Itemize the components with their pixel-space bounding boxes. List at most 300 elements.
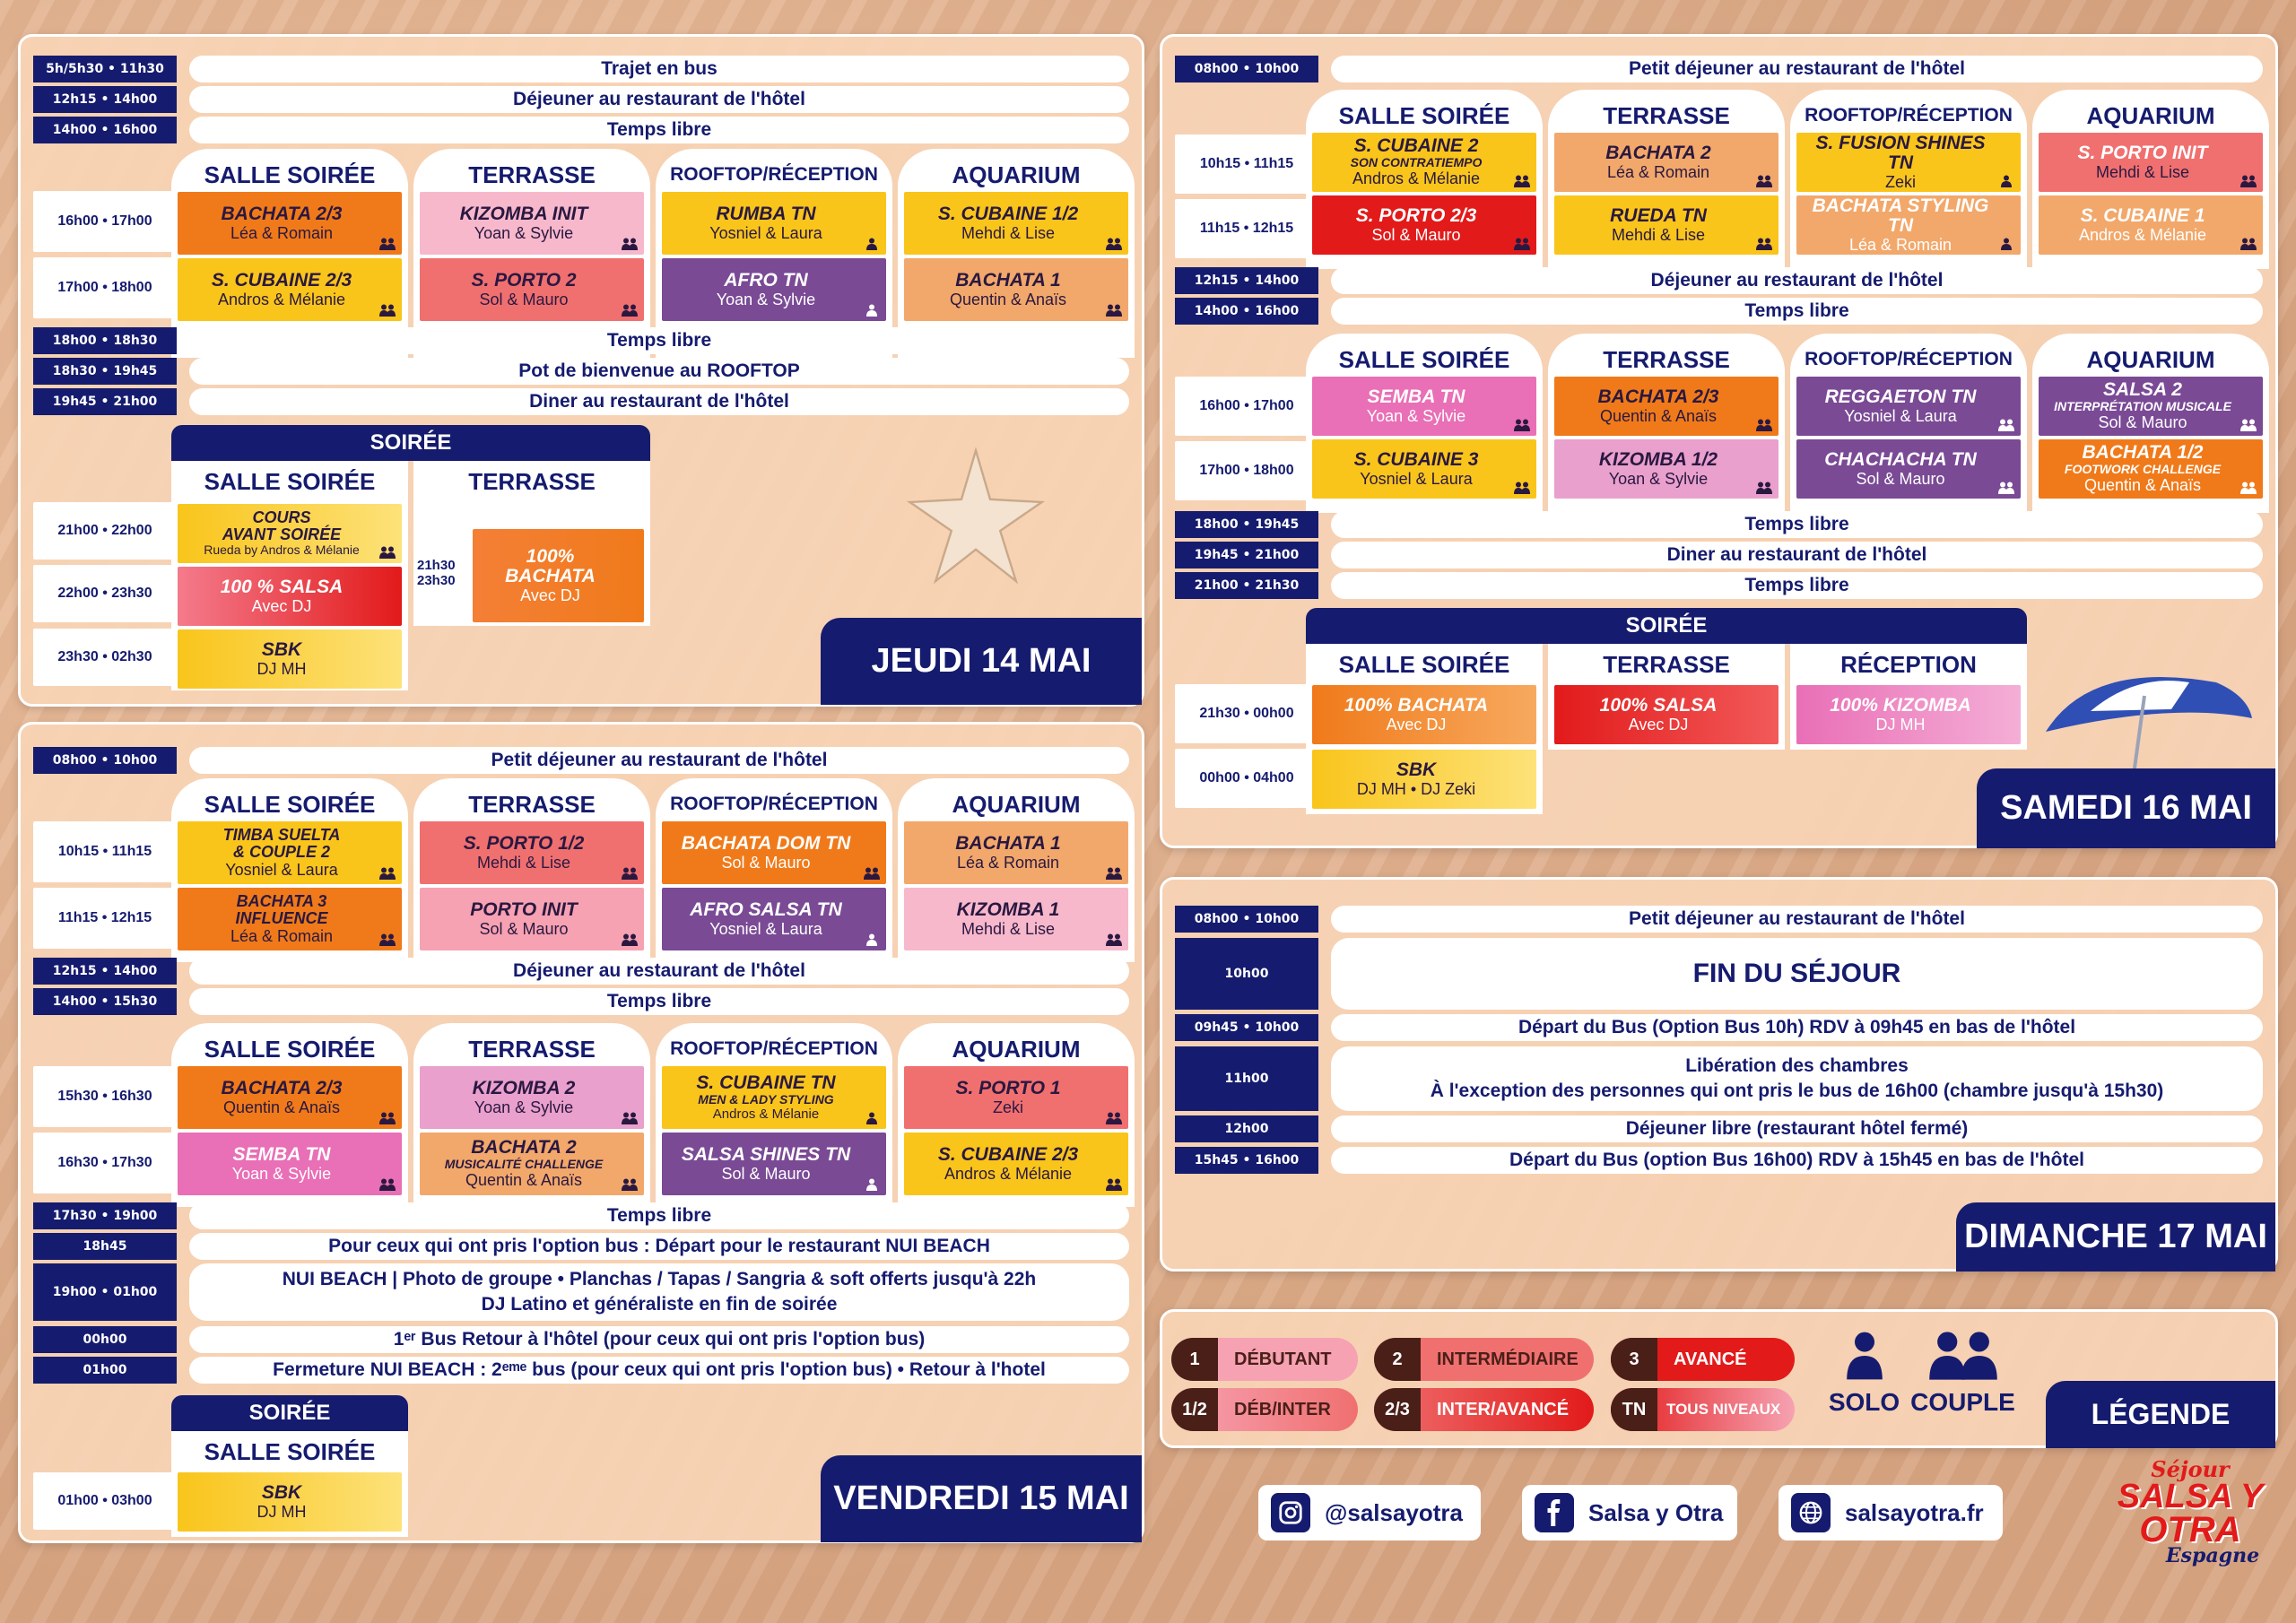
couple-icon — [1997, 482, 2015, 494]
time-slot: 22h00 • 23h30 — [33, 565, 177, 622]
time-slot: 09h45 • 10h00 — [1175, 1014, 1318, 1041]
workshop-cell — [178, 888, 402, 950]
workshop-teachers: Quentin & Anaïs — [222, 1098, 341, 1116]
evening-cell — [1796, 685, 2021, 744]
schedule-bar: 1ᵉʳ Bus Retour à l'hôtel (pour ceux qui ont pris l'option bus) — [189, 1326, 1129, 1353]
time-slot: 19h45 • 21h00 — [33, 388, 177, 415]
evening-cell — [1312, 685, 1536, 744]
couple-icon — [621, 238, 639, 250]
instagram-link[interactable] — [1258, 1485, 1481, 1541]
column-header: TERRASSE — [468, 161, 596, 188]
column-header: TERRASSE — [468, 1036, 596, 1063]
time-slot: 21h30 23h30 — [417, 558, 456, 589]
schedule-bar: Temps libre — [189, 327, 1129, 354]
schedule-bar: Temps libre — [189, 988, 1129, 1015]
evening-column-salle — [171, 1431, 408, 1537]
workshop-teachers: Yoan & Sylvie — [474, 1098, 574, 1116]
instagram-handle: @salsayotra — [1325, 1498, 1463, 1526]
schedule-bar: FIN DU SÉJOUR — [1331, 938, 2263, 1010]
couple-icon — [1513, 482, 1531, 494]
couple-icon — [1755, 419, 1773, 431]
column-terrasse — [1548, 334, 1785, 513]
workshop-teachers: Yoan & Sylvie — [716, 290, 816, 308]
workshop-title: KIZOMBA 1 — [956, 898, 1060, 920]
column-salle-soiree — [171, 1023, 408, 1207]
time-slot: 01h00 • 03h00 — [33, 1472, 177, 1530]
workshop-title: S. CUBAINE TN — [696, 1072, 836, 1093]
couple-icon — [863, 867, 881, 880]
solo-icon — [863, 1178, 881, 1191]
evening-column-terrasse — [413, 461, 650, 626]
level-label: DÉB/INTER — [1234, 1399, 1331, 1419]
workshop-title: S. PORTO 1 — [955, 1077, 1061, 1098]
time-slot: 00h00 • 04h00 — [1175, 749, 1318, 808]
workshop-title: CHACHACHA TN — [1824, 448, 1977, 470]
time-slot: 17h00 • 18h00 — [33, 257, 177, 318]
legend-couple — [1907, 1330, 2019, 1417]
friday-panel — [18, 722, 1144, 1543]
solo-icon — [863, 238, 881, 250]
couple-icon — [1105, 1112, 1123, 1124]
workshop-title: BACHATA 1/2 — [2082, 441, 2204, 463]
workshop-cell — [178, 1133, 402, 1195]
solo-icon — [1997, 175, 2015, 187]
schedule-bar: Diner au restaurant de l'hôtel — [189, 388, 1129, 415]
workshop-subtitle: FOOTWORK CHALLENGE — [2064, 461, 2222, 476]
couple-icon — [1513, 175, 1531, 187]
couple-icon — [1755, 238, 1773, 250]
workshop-teachers: Sol & Mauro — [1856, 469, 1945, 488]
legend-title: LÉGENDE — [2046, 1381, 2275, 1448]
couple-icon — [378, 933, 396, 946]
legend-level-tn — [1611, 1388, 1795, 1431]
website-link[interactable] — [1779, 1485, 2003, 1541]
workshop-teachers: Zeki — [1884, 172, 1916, 191]
workshop-teachers: Andros & Mélanie — [2078, 225, 2207, 244]
event-detail: Avec DJ — [251, 596, 312, 615]
level-label: INTERMÉDIAIRE — [1437, 1349, 1578, 1369]
workshop-title: BACHATA 2 — [1605, 142, 1711, 163]
event-title: SBK — [261, 1481, 302, 1503]
couple-icon — [1927, 1330, 1999, 1382]
time-slot: 18h00 • 19h45 — [1175, 511, 1318, 538]
column-terrasse — [413, 1023, 650, 1207]
column-rooftop — [656, 778, 892, 962]
workshop-title: S. CUBAINE 3 — [1353, 448, 1479, 470]
workshop-teachers: Mehdi & Lise — [961, 223, 1056, 242]
column-header: ROOFTOP/RÉCEPTION — [670, 164, 878, 185]
couple-icon — [1105, 1178, 1123, 1191]
workshop-teachers: Zeki — [992, 1098, 1023, 1116]
level-number: 1 — [1171, 1338, 1218, 1381]
schedule-bar: Départ du Bus (Option Bus 10h) RDV à 09h45 en bas de l'hôtel — [1331, 1014, 2263, 1041]
level-number: 3 — [1611, 1338, 1657, 1381]
time-slot: 18h45 — [33, 1233, 177, 1260]
evening-column-salle — [171, 461, 408, 690]
workshop-subtitle: MUSICALITÉ CHALLENGE — [444, 1156, 604, 1171]
workshop-teachers: Sol & Mauro — [1371, 225, 1461, 244]
solo-icon — [1845, 1330, 1884, 1382]
workshop-cell — [904, 821, 1128, 884]
workshop-teachers: Andros & Mélanie — [712, 1107, 820, 1123]
schedule-bar: Diner au restaurant de l'hôtel — [1331, 542, 2263, 568]
level-label: DÉBUTANT — [1234, 1349, 1332, 1369]
couple-icon — [378, 867, 396, 880]
evening-column-reception — [1790, 644, 2027, 750]
workshop-teachers: Quentin & Anaïs — [949, 290, 1067, 308]
column-aquarium — [2032, 334, 2269, 513]
couple-icon — [2239, 238, 2257, 250]
schedule-bar: Pour ceux qui ont pris l'option bus : Départ pour le restaurant NUI BEACH — [189, 1233, 1129, 1260]
time-slot: 12h15 • 14h00 — [1175, 267, 1318, 294]
schedule-bar: Déjeuner libre (restaurant hôtel fermé) — [1331, 1115, 2263, 1142]
workshop-cell — [1312, 195, 1536, 255]
workshop-cell — [662, 1066, 886, 1129]
workshop-cell — [420, 1133, 644, 1195]
workshop-title: SEMBA TN — [1367, 386, 1465, 407]
workshop-title: AFRO TN — [724, 269, 808, 291]
time-slot: 23h30 • 02h30 — [33, 629, 177, 686]
schedule-bar: Petit déjeuner au restaurant de l'hôtel — [189, 747, 1129, 774]
column-header: AQUARIUM — [2086, 102, 2215, 129]
sunday-panel — [1160, 877, 2278, 1271]
workshop-teachers: Sol & Mauro — [2098, 413, 2187, 432]
time-slot: 16h00 • 17h00 — [1175, 377, 1318, 436]
workshop-title: RUMBA TN — [716, 203, 816, 224]
couple-icon — [1755, 175, 1773, 187]
workshop-title: PORTO INIT — [470, 898, 578, 920]
solo-icon — [1997, 238, 2015, 250]
event-detail: DJ MH — [1875, 715, 1926, 733]
evening-cell — [1312, 750, 1536, 809]
time-slot: 12h00 — [1175, 1115, 1318, 1142]
workshop-title: S. CUBAINE 2/3 — [211, 269, 352, 291]
event-detail: Rueda by Andros & Mélanie — [204, 542, 360, 558]
couple-icon — [1105, 304, 1123, 317]
workshop-cell — [1554, 133, 1779, 192]
workshop-teachers: Yosniel & Laura — [1360, 469, 1473, 488]
workshop-title: TIMBA SUELTA & COUPLE 2 — [222, 825, 341, 861]
workshop-cell — [178, 258, 402, 321]
event-detail: DJ MH • DJ Zeki — [1356, 779, 1476, 798]
workshop-cell — [1554, 195, 1779, 255]
event-title: 100% SALSA — [1599, 694, 1718, 716]
schedule-bar: Temps libre — [1331, 572, 2263, 599]
workshop-title: S. FUSION SHINES TN — [1815, 133, 1986, 173]
workshop-teachers: Yosniel & Laura — [1844, 406, 1957, 425]
workshop-teachers: Mehdi & Lise — [1611, 225, 1706, 244]
column-rooftop — [1790, 334, 2027, 513]
legend-level-2 — [1374, 1338, 1594, 1381]
workshop-title: SEMBA TN — [232, 1143, 331, 1165]
workshop-title: S. PORTO 2 — [471, 269, 577, 291]
logo-line: SALSA Y — [2117, 1477, 2264, 1515]
couple-icon — [378, 1112, 396, 1124]
starfish-icon — [904, 445, 1048, 588]
evening-cell — [178, 504, 402, 563]
instagram-icon — [1271, 1493, 1310, 1532]
logo-line: Séjour — [2151, 1456, 2230, 1482]
time-slot: 18h30 • 19h45 — [33, 358, 177, 385]
column-header: SALLE SOIRÉE — [1338, 346, 1510, 373]
time-slot: 21h00 • 22h00 — [33, 502, 177, 560]
time-slot: 21h00 • 21h30 — [1175, 572, 1318, 599]
schedule-bar: Temps libre — [189, 117, 1129, 143]
facebook-link[interactable] — [1522, 1485, 1737, 1541]
level-number: 1/2 — [1171, 1388, 1218, 1431]
schedule-bar: Temps libre — [189, 1202, 1129, 1229]
saturday-panel — [1160, 34, 2278, 848]
column-salle-soiree — [171, 778, 408, 962]
time-slot: 12h15 • 14h00 — [33, 86, 177, 113]
workshop-title: BACHATA STYLING TN — [1812, 195, 1989, 236]
couple-icon — [621, 1178, 639, 1191]
workshop-cell — [1312, 133, 1536, 192]
time-slot: 15h30 • 16h30 — [33, 1066, 177, 1127]
evening-cell — [178, 567, 402, 626]
schedule-bar: NUI BEACH | Photo de groupe • Planchas / Tapas / Sangria & soft offerts jusqu'à 22h DJ Latino et généraliste en fin de soirée — [189, 1263, 1129, 1321]
event-title: SBK — [261, 638, 302, 660]
time-slot: 12h15 • 14h00 — [33, 958, 177, 985]
time-slot: 17h00 • 18h00 — [1175, 441, 1318, 500]
website-url: salsayotra.fr — [1845, 1498, 1984, 1526]
legend-level-3 — [1611, 1338, 1795, 1381]
workshop-cell — [1796, 377, 2021, 436]
workshop-cell — [662, 821, 886, 884]
solo-icon — [863, 304, 881, 317]
workshop-teachers: Mehdi & Lise — [476, 853, 571, 872]
workshop-cell — [904, 1066, 1128, 1129]
event-title: 100% KIZOMBA — [1830, 694, 1971, 716]
workshop-cell — [2039, 195, 2263, 255]
day-title: SAMEDI 16 MAI — [1977, 768, 2275, 848]
schedule-bar: Trajet en bus — [189, 56, 1129, 82]
workshop-title: BACHATA 2 — [471, 1136, 577, 1158]
legend-solo — [1822, 1330, 1907, 1417]
workshop-title: KIZOMBA 1/2 — [1598, 448, 1718, 470]
workshop-cell — [2039, 439, 2263, 499]
workshop-cell — [662, 1133, 886, 1195]
workshop-teachers: Sol & Mauro — [721, 1164, 811, 1183]
workshop-title: S. CUBAINE 2 — [1353, 135, 1479, 156]
time-slot: 11h15 • 12h15 — [1175, 199, 1318, 258]
column-header: SALLE SOIRÉE — [1338, 651, 1510, 678]
workshop-cell — [178, 1066, 402, 1129]
workshop-teachers: Yosniel & Laura — [709, 919, 822, 938]
legend-level-1 — [1171, 1338, 1358, 1381]
workshop-cell — [1554, 439, 1779, 499]
workshop-title: BACHATA 1 — [955, 269, 1061, 291]
level-number: 2/3 — [1374, 1388, 1421, 1431]
event-title: 100 % SALSA — [220, 576, 344, 597]
workshop-teachers: Yoan & Sylvie — [1366, 406, 1466, 425]
column-rooftop — [1790, 90, 2027, 269]
schedule-bar: Départ du Bus (option Bus 16h00) RDV à 15h45 en bas de l'hôtel — [1331, 1147, 2263, 1174]
workshop-title: S. PORTO INIT — [2077, 142, 2208, 163]
facebook-name: Salsa y Otra — [1588, 1498, 1724, 1526]
workshop-teachers: Quentin & Anaïs — [2083, 476, 2202, 495]
workshop-title: S. PORTO 2/3 — [1355, 204, 1477, 226]
workshop-teachers: Léa & Romain — [230, 223, 334, 242]
column-header: TERRASSE — [468, 468, 596, 495]
workshop-title: AFRO SALSA TN — [690, 898, 842, 920]
column-header: TERRASSE — [1603, 346, 1730, 373]
column-header: ROOFTOP/RÉCEPTION — [1805, 105, 2013, 126]
time-slot: 11h15 • 12h15 — [33, 888, 177, 949]
event-detail: DJ MH — [257, 659, 307, 678]
workshop-teachers: Sol & Mauro — [479, 919, 569, 938]
workshop-title: BACHATA 1 — [955, 832, 1061, 854]
workshop-cell — [178, 821, 402, 884]
couple-icon — [2239, 419, 2257, 431]
column-header: TERRASSE — [1603, 102, 1730, 129]
column-header: ROOFTOP/RÉCEPTION — [670, 794, 878, 814]
time-slot: 5h/5h30 • 11h30 — [33, 56, 177, 82]
level-label: AVANCÉ — [1674, 1349, 1747, 1369]
workshop-teachers: Yoan & Sylvie — [231, 1164, 332, 1183]
workshop-cell — [904, 258, 1128, 321]
column-terrasse — [1548, 90, 1785, 269]
schedule-bar: Pot de bienvenue au ROOFTOP — [189, 358, 1129, 385]
workshop-teachers: Léa & Romain — [230, 926, 334, 945]
time-slot: 19h00 • 01h00 — [33, 1263, 177, 1321]
workshop-cell — [1796, 439, 2021, 499]
event-title: 100% BACHATA — [1344, 694, 1489, 716]
column-terrasse — [413, 778, 650, 962]
evening-cell — [1554, 685, 1779, 744]
schedule-bar: Libération des chambres À l'exception des personnes qui ont pris le bus de 16h00 (chambre jusqu'à 15h30) — [1331, 1046, 2263, 1111]
workshop-teachers: Quentin & Anaïs — [1599, 406, 1718, 425]
column-header: ROOFTOP/RÉCEPTION — [670, 1038, 878, 1059]
event-title: 100% BACHATA — [505, 545, 596, 586]
thursday-panel — [18, 34, 1144, 707]
workshop-title: S. CUBAINE 1 — [2080, 204, 2205, 226]
workshop-teachers: Andros & Mélanie — [944, 1164, 1073, 1183]
workshop-cell — [1796, 133, 2021, 192]
couple-icon — [378, 238, 396, 250]
workshop-cell — [662, 888, 886, 950]
workshop-teachers: Sol & Mauro — [479, 290, 569, 308]
time-slot: 00h00 — [33, 1326, 177, 1353]
solo-label: SOLO — [1828, 1388, 1900, 1416]
time-slot: 17h30 • 19h00 — [33, 1202, 177, 1229]
workshop-teachers: Yosniel & Laura — [225, 860, 338, 879]
column-header: AQUARIUM — [952, 161, 1081, 188]
couple-icon — [621, 1112, 639, 1124]
column-header: TERRASSE — [468, 791, 596, 818]
couple-icon — [1755, 482, 1773, 494]
workshop-title: BACHATA 2/3 — [221, 203, 343, 224]
workshop-teachers: Mehdi & Lise — [2095, 162, 2190, 181]
workshop-subtitle: SON CONTRATIEMPO — [1350, 154, 1483, 169]
couple-icon — [621, 304, 639, 317]
couple-icon — [1513, 238, 1531, 250]
couple-icon — [2239, 175, 2257, 187]
couple-icon — [621, 867, 639, 880]
evening-cell — [473, 529, 644, 622]
workshop-title: BACHATA 2/3 — [221, 1077, 343, 1098]
schedule-bar: Temps libre — [1331, 511, 2263, 538]
time-slot: 10h15 • 11h15 — [33, 821, 177, 882]
workshop-teachers: Léa & Romain — [1606, 162, 1710, 181]
column-header: ROOFTOP/RÉCEPTION — [1805, 349, 2013, 369]
time-slot: 10h00 — [1175, 938, 1318, 1010]
workshop-subtitle: MEN & LADY STYLING — [698, 1091, 834, 1107]
workshop-cell — [178, 192, 402, 255]
couple-icon — [1105, 933, 1123, 946]
legend-level-1-2 — [1171, 1388, 1358, 1431]
time-slot: 16h30 • 17h30 — [33, 1133, 177, 1193]
workshop-title: S. PORTO 1/2 — [463, 832, 585, 854]
workshop-cell — [420, 888, 644, 950]
couple-icon — [2239, 482, 2257, 494]
couple-icon — [621, 933, 639, 946]
column-header: SALLE SOIRÉE — [204, 468, 376, 495]
workshop-cell — [2039, 133, 2263, 192]
schedule-bar: Déjeuner au restaurant de l'hôtel — [189, 86, 1129, 113]
workshop-cell — [662, 192, 886, 255]
workshop-cell — [904, 1133, 1128, 1195]
workshop-teachers: Yoan & Sylvie — [1608, 469, 1709, 488]
workshop-teachers: Mehdi & Lise — [961, 919, 1056, 938]
time-slot: 08h00 • 10h00 — [33, 747, 177, 774]
couple-icon — [378, 546, 396, 559]
event-detail: DJ MH — [257, 1502, 307, 1521]
workshop-title: KIZOMBA 2 — [472, 1077, 576, 1098]
solo-icon — [863, 933, 881, 946]
schedule-bar: Petit déjeuner au restaurant de l'hôtel — [1331, 906, 2263, 933]
workshop-teachers: Yosniel & Laura — [709, 223, 822, 242]
time-slot: 18h00 • 18h30 — [33, 327, 177, 354]
workshop-title: S. CUBAINE 2/3 — [937, 1143, 1079, 1165]
time-slot: 14h00 • 16h00 — [1175, 298, 1318, 325]
brand-logo — [2109, 1456, 2271, 1603]
workshop-teachers: Andros & Mélanie — [217, 290, 346, 308]
schedule-bar: Déjeuner au restaurant de l'hôtel — [189, 958, 1129, 985]
column-header: SALLE SOIRÉE — [204, 1036, 376, 1063]
level-label: INTER/AVANCÉ — [1437, 1399, 1570, 1419]
workshop-teachers: Léa & Romain — [1848, 235, 1952, 254]
column-header: SALLE SOIRÉE — [204, 161, 376, 188]
workshop-title: KIZOMBA INIT — [459, 203, 588, 224]
workshop-cell — [662, 258, 886, 321]
couple-label: COUPLE — [1910, 1388, 2015, 1416]
level-label: TOUS NIVEAUX — [1666, 1401, 1781, 1418]
event-title: COURS AVANT SOIRÉE — [222, 508, 342, 544]
time-slot: 14h00 • 16h00 — [33, 117, 177, 143]
time-slot: 21h30 • 00h00 — [1175, 684, 1318, 743]
column-header: SALLE SOIRÉE — [204, 791, 376, 818]
facebook-icon — [1535, 1493, 1574, 1532]
couple-icon — [1997, 419, 2015, 431]
workshop-cell — [1312, 377, 1536, 436]
time-slot: 11h00 — [1175, 1046, 1318, 1111]
couple-icon — [378, 304, 396, 317]
legend-panel — [1160, 1309, 2278, 1448]
soiree-header: SOIRÉE — [171, 1395, 408, 1431]
workshop-cell — [1796, 195, 2021, 255]
workshop-teachers: Andros & Mélanie — [1352, 169, 1481, 188]
workshop-title: SALSA SHINES TN — [681, 1143, 851, 1165]
column-rooftop — [656, 1023, 892, 1207]
evening-column-terrasse — [1548, 644, 1785, 750]
solo-icon — [863, 1112, 881, 1124]
evening-cell — [178, 1472, 402, 1532]
time-slot: 10h15 • 11h15 — [1175, 135, 1318, 194]
couple-icon — [1105, 867, 1123, 880]
time-slot: 16h00 • 17h00 — [33, 191, 177, 252]
column-header: AQUARIUM — [952, 1036, 1081, 1063]
